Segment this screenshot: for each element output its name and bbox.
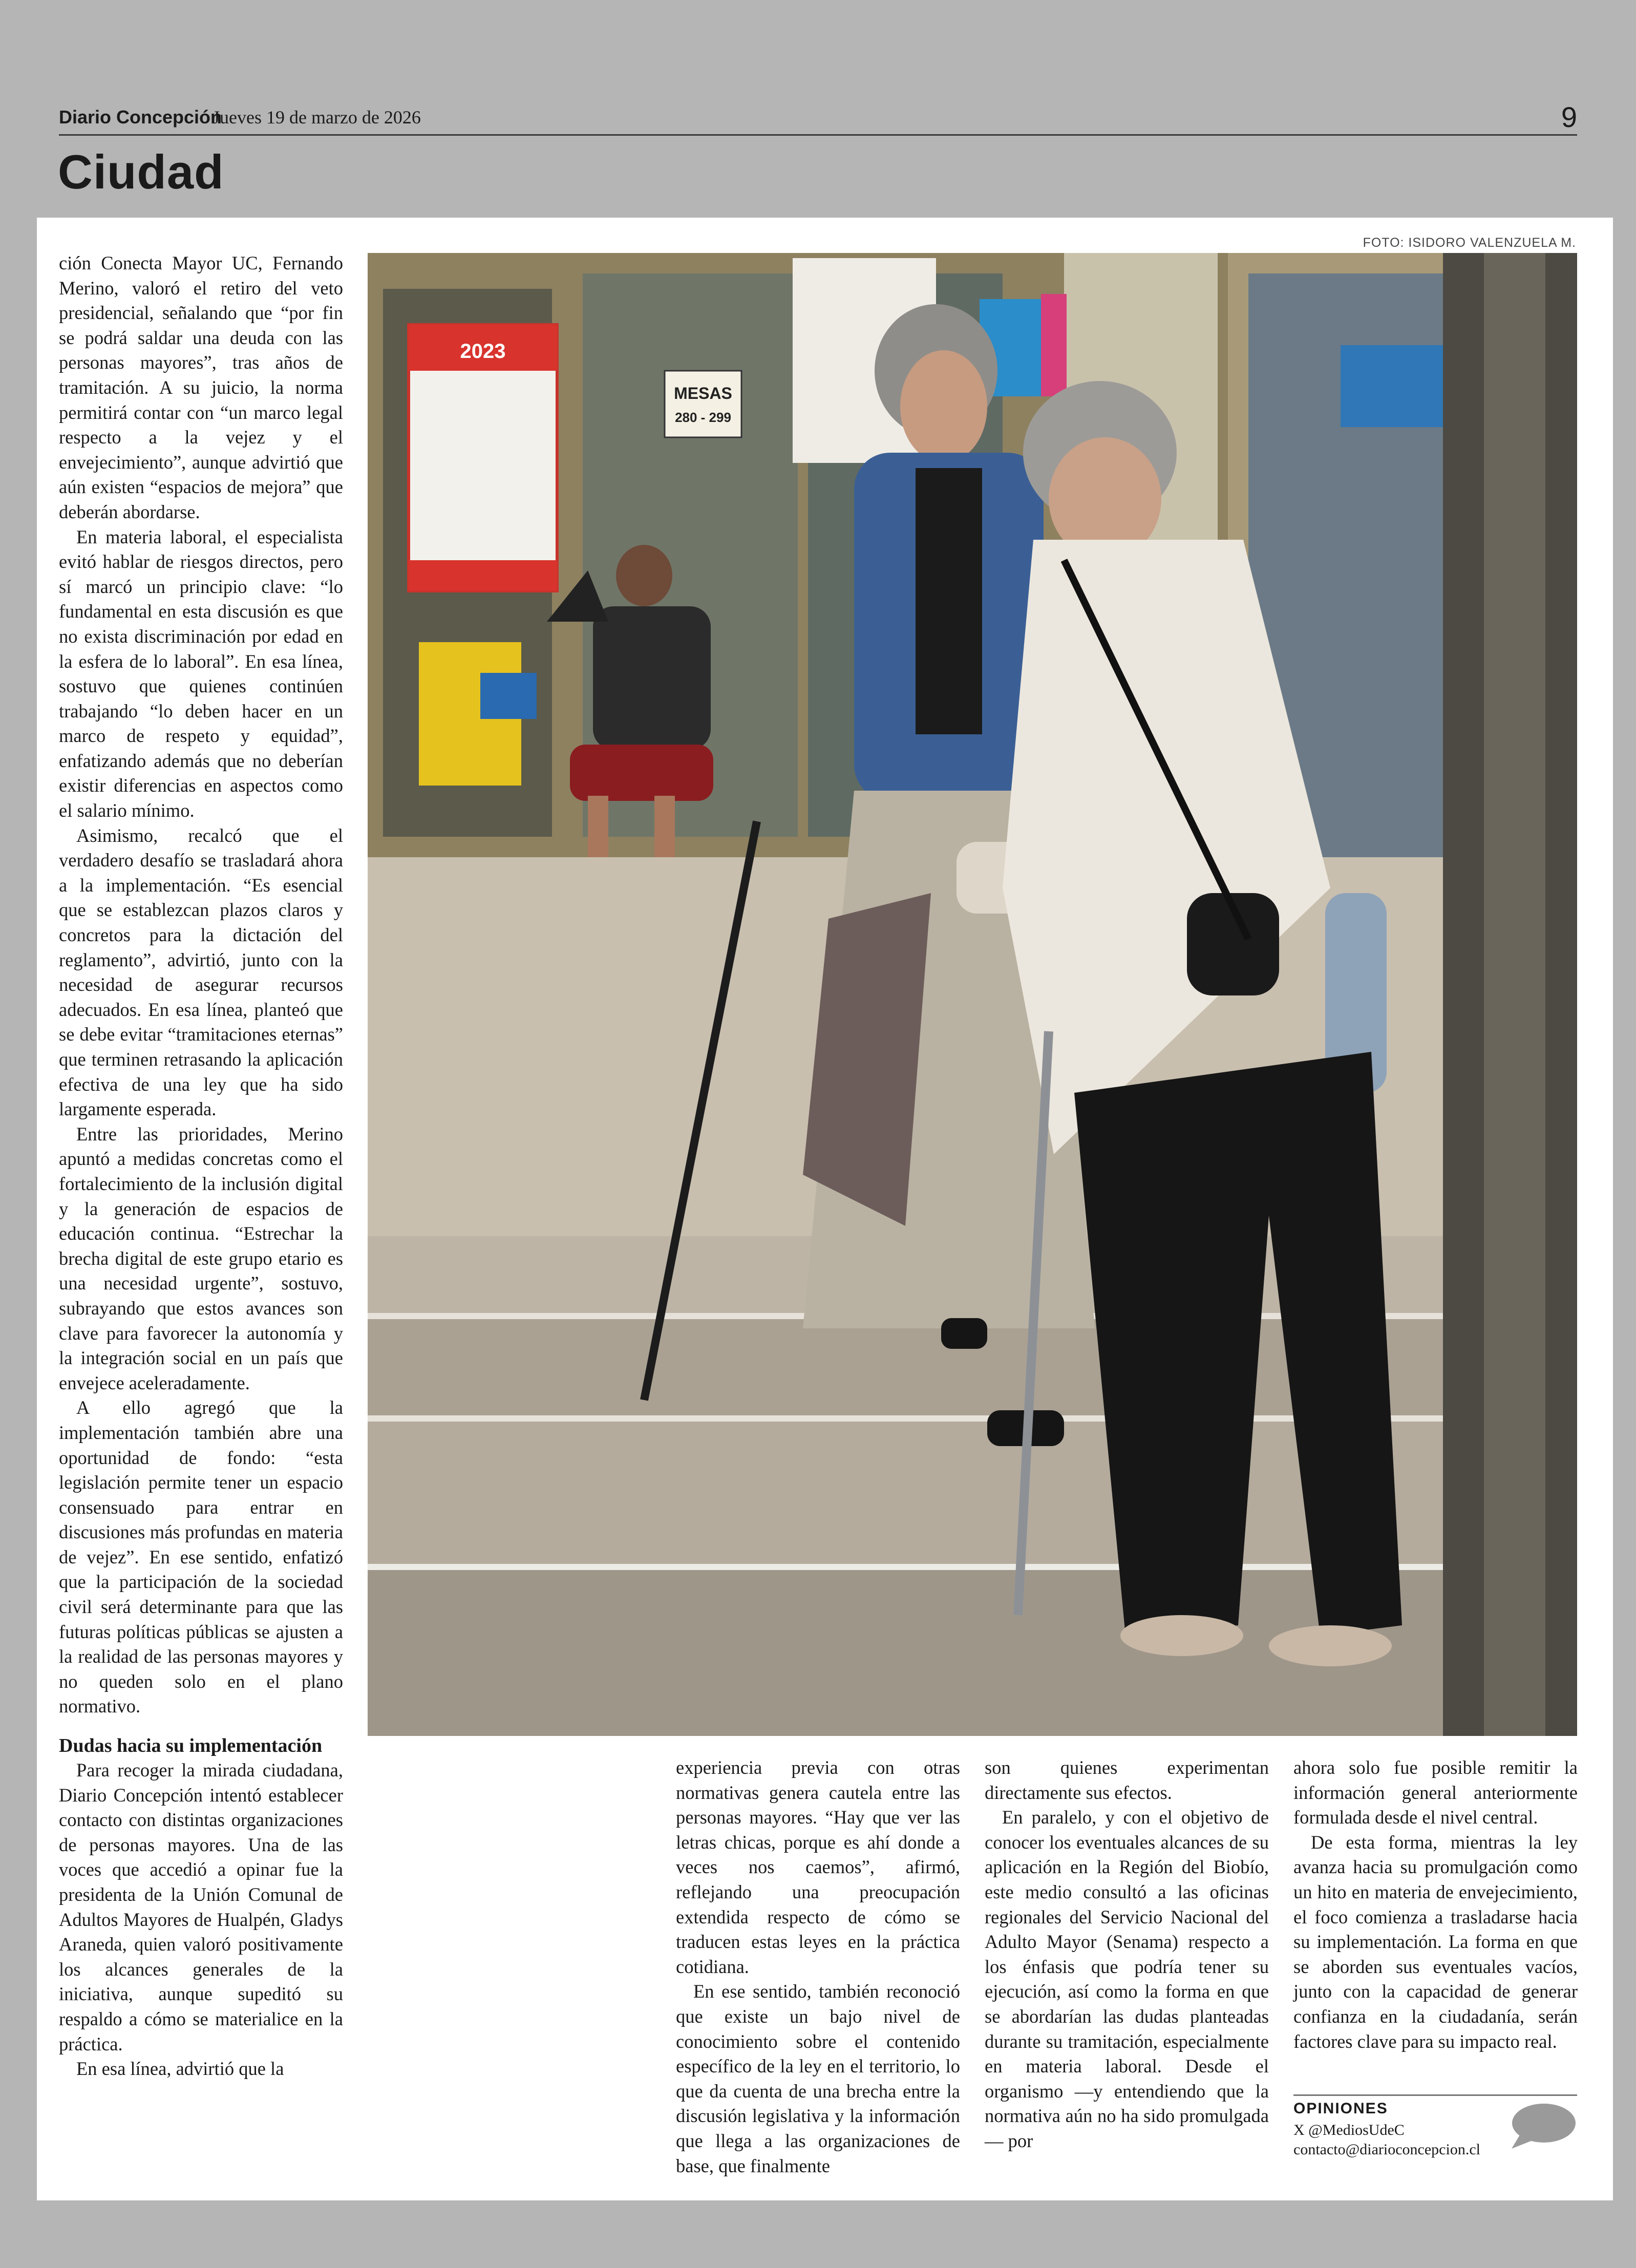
sign-range: 280 - 299 <box>675 410 731 425</box>
column-3 <box>985 1755 1269 2154</box>
issue-date: Jueves 19 de marzo de 2026 <box>213 107 421 128</box>
article-photo <box>368 253 1577 1736</box>
paragraph: En paralelo, y con el objetivo de conocer los eventuales alcances de su aplicación en la Región del Biobío, este medio consultó a las oficinas regionales del Servicio Nacional del Adulto Mayor (Senama) respecto a los énfasis que podría tener su ejecución, así como la forma en que se abordarían las dudas planteadas durante su tramitación, especialmente en materia laboral. Desde el organismo —y entendiendo que la normativa aún no ha sido promulgada— por <box>985 1807 1269 2151</box>
paragraph: ción Conecta Mayor UC, Fernando Merino, valoró el retiro del veto presidencial, señalando que “por fin se podrá saldar una deuda con las personas mayores”, tras años de tramitación. A su juicio, la norma permitirá contar con “un marco legal respecto a la vejez y el envejecimiento”, aunque advirtió que aún existen “espacios de mejora” que deberán abordarse. <box>59 252 343 522</box>
column-4 <box>1293 1755 1578 2054</box>
paragraph: En esa línea, advirtió que la <box>76 2058 284 2080</box>
column-1 <box>59 251 343 2082</box>
paragraph: Entre las prioridades, Merino apuntó a medidas concretas como el fortalecimiento de la inclusión digital y la generación de espacios de educación continua. “Estrechar la brecha digital de este grupo etario es una necesidad urgente”, sostuvo, subrayando que estos avances son clave para favorecer la autonomía y la integración social en un país que envejece aceleradamente. <box>59 1123 343 1393</box>
page-number: 9 <box>1561 101 1577 133</box>
paragraph: Asimismo, recalcó que el verdadero desafío se trasladará ahora a la implementación. “Es esencial que se establezcan plazos claros y concretos para la dictación del reglamento”, advirtió, junto con la necesidad de asegurar recursos adecuados. En esa línea, planteó que se debe evitar “tramitaciones eternas” que terminen retrasando la aplicación efectiva de una ley que ha sido largamente esperada. <box>59 824 343 1120</box>
contact-email[interactable]: contacto@diarioconcepcion.cl <box>1293 2141 1480 2158</box>
sign-title: MESAS <box>674 384 732 402</box>
paragraph: Para recoger la mirada ciudadana, Diario Concepción intentó establecer contacto con distintas organizaciones de personas mayores. Una de las voces que accedió a opinar fue la presidenta de la Unión Comunal de Adultos Mayores de Hualpén, Gladys Araneda, quien valoró positivamente los alcances generales de la iniciativa, aunque supeditó su respaldo a cómo se materialice en la práctica. <box>59 1760 343 2054</box>
poster-year: 2023 <box>460 340 506 363</box>
paragraph: De esta forma, mientras la ley avanza hacia su promulgación como un hito en materia de envejecimiento, el foco comienza a trasladarse hacia su implementación. La forma en que se aborden sus eventuales vacíos, junto con la capacidad de generar confianza en la ciudadanía, serán factores clave para su impacto real. <box>1293 1831 1578 2052</box>
paragraph: En ese sentido, también reconoció que existe un bajo nivel de conocimiento sobre el contenido específico de la ley en el territorio, lo que da cuenta de una brecha entre la discusión legislativa y la información que llega a las organizaciones de base, que finalmente <box>676 1981 960 2176</box>
paragraph: son quienes experimentan directamente sus efectos. <box>985 1757 1269 1803</box>
section-title: Ciudad <box>58 145 224 199</box>
x-handle[interactable]: X @MediosUdeC <box>1293 2122 1405 2138</box>
opinions-box <box>1293 2094 1577 2157</box>
paragraph: ahora solo fue posible remitir la información general anteriormente formulada desde el nivel central. <box>1293 1757 1578 1828</box>
paper-name: Diario Concepción <box>59 107 222 128</box>
paragraph: A ello agregó que la implementación también abre una oportunidad de fondo: “esta legislación permite tener un espacio consensuado para entrar en discusiones más profundas en materia de vejez”. En ese sentido, enfatizó que la participación de la sociedad civil será determinante para que las futuras políticas públicas se ajusten a la realidad de las personas mayores y no queden solo en el plano normativo. <box>59 1397 343 1717</box>
masthead <box>59 100 1577 136</box>
subheading: Dudas hacia su implementación <box>59 1735 323 1757</box>
photo-illustration <box>368 253 1577 1736</box>
paragraph: experiencia previa con otras normativas genera cautela entre las personas mayores. “Hay que ver las letras chicas, porque es ahí donde a veces nos caemos”, afirmó, reflejando una preocupación extendida respecto de cómo se traducen estas leyes en la práctica cotidiana. <box>676 1757 960 1977</box>
column-2 <box>676 1755 960 2178</box>
opinions-label: OPINIONES <box>1293 2100 1388 2117</box>
paragraph: En materia laboral, el especialista evitó hablar de riesgos directos, pero sí marcó un principio clave: “lo fundamental en esta discusión es que no exista discriminación por edad en la esfera de lo laboral”. En esa línea, sostuvo que quienes continúen trabajando “lo deben hacer en un marco de respeto y equidad”, enfatizando además que no deberían existir diferencias en aspectos como el salario mínimo. <box>59 526 343 821</box>
speech-bubble-icon <box>1505 2100 1577 2151</box>
photo-credit: FOTO: ISIDORO VALENZUELA M. <box>1363 236 1576 250</box>
